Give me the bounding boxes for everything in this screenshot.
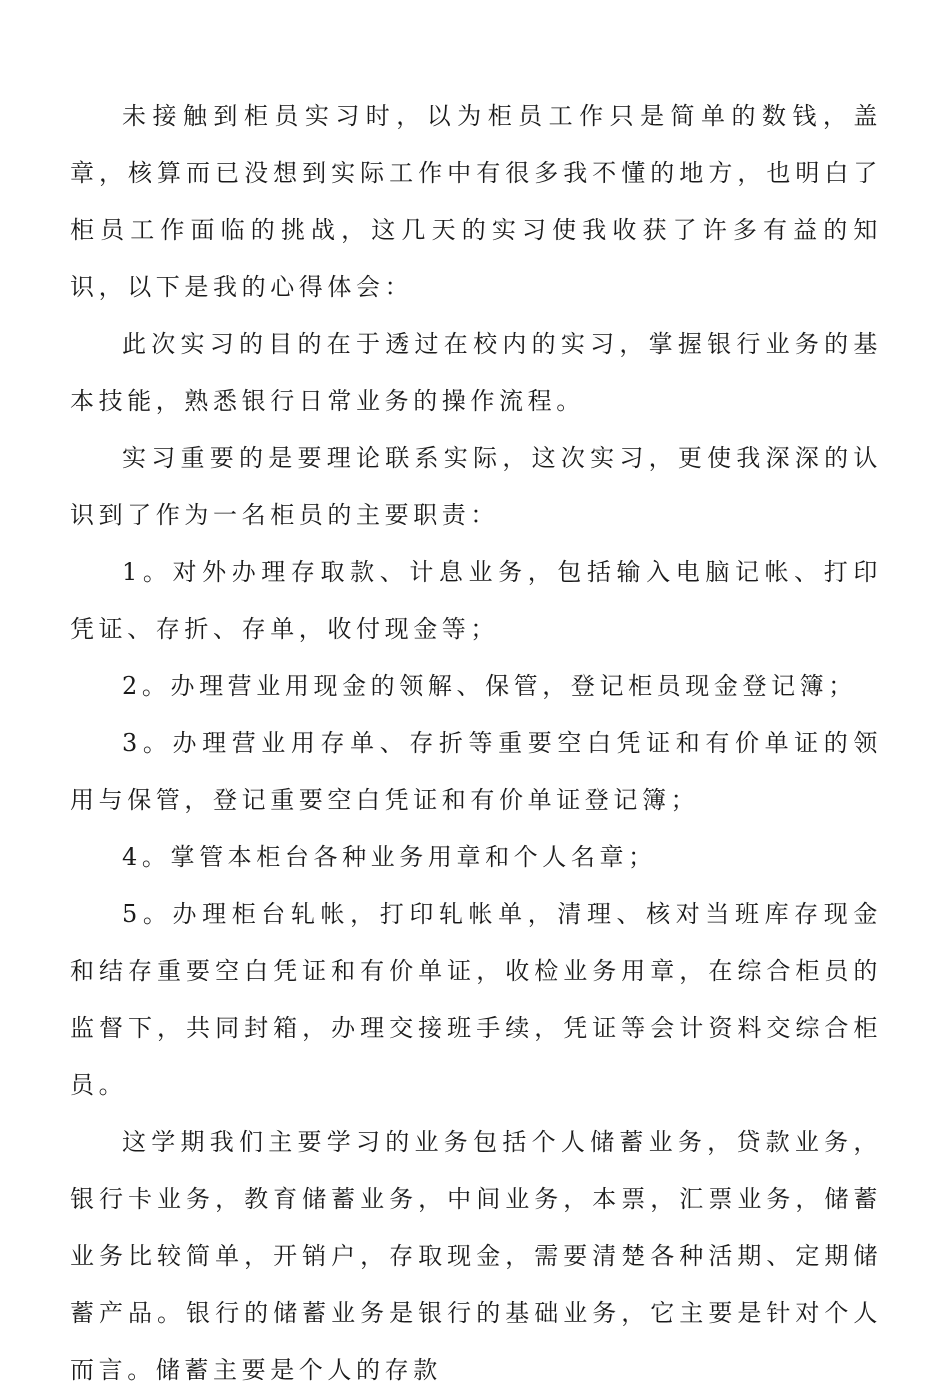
paragraph-business: 这学期我们主要学习的业务包括个人储蓄业务，贷款业务，银行卡业务，教育储蓄业务，中间业务，本票，汇票业务，储蓄业务比较简单，开销户，存取现金，需要清楚各种活期、定期储蓄产品。银行的储蓄业务是银行的基础业务，它主要是针对个人而言。储蓄主要是个人的存款 [70, 1128, 882, 1384]
paragraph-duty-1: 1。对外办理存取款、计息业务，包括输入电脑记帐、打印凭证、存折、存单，收付现金等； [70, 558, 882, 643]
paragraph-duty-3: 3。办理营业用存单、存折等重要空白凭证和有价单证的领用与保管，登记重要空白凭证和有价单证登记簿； [70, 729, 882, 814]
paragraph-intro: 未接触到柜员实习时，以为柜员工作只是简单的数钱，盖章，核算而已没想到实际工作中有很多我不懂的地方，也明白了柜员工作面临的挑战，这几天的实习使我收获了许多有益的知识，以下是我的心得体会： [70, 102, 882, 301]
paragraph-duty-4: 4。掌管本柜台各种业务用章和个人名章； [122, 843, 657, 871]
paragraph-duties-intro: 实习重要的是要理论联系实际，这次实习，更使我深深的认识到了作为一名柜员的主要职责： [70, 444, 882, 529]
document-body [70, 88, 882, 1399]
paragraph-purpose: 此次实习的目的在于透过在校内的实习，掌握银行业务的基本技能，熟悉银行日常业务的操作流程。 [70, 330, 882, 415]
paragraph-duty-2: 2。办理营业用现金的领解、保管，登记柜员现金登记簿； [122, 672, 857, 700]
paragraph-duty-5: 5。办理柜台轧帐，打印轧帐单，清理、核对当班库存现金和结存重要空白凭证和有价单证，收检业务用章，在综合柜员的监督下，共同封箱，办理交接班手续，凭证等会计资料交综合柜员。 [70, 900, 882, 1099]
